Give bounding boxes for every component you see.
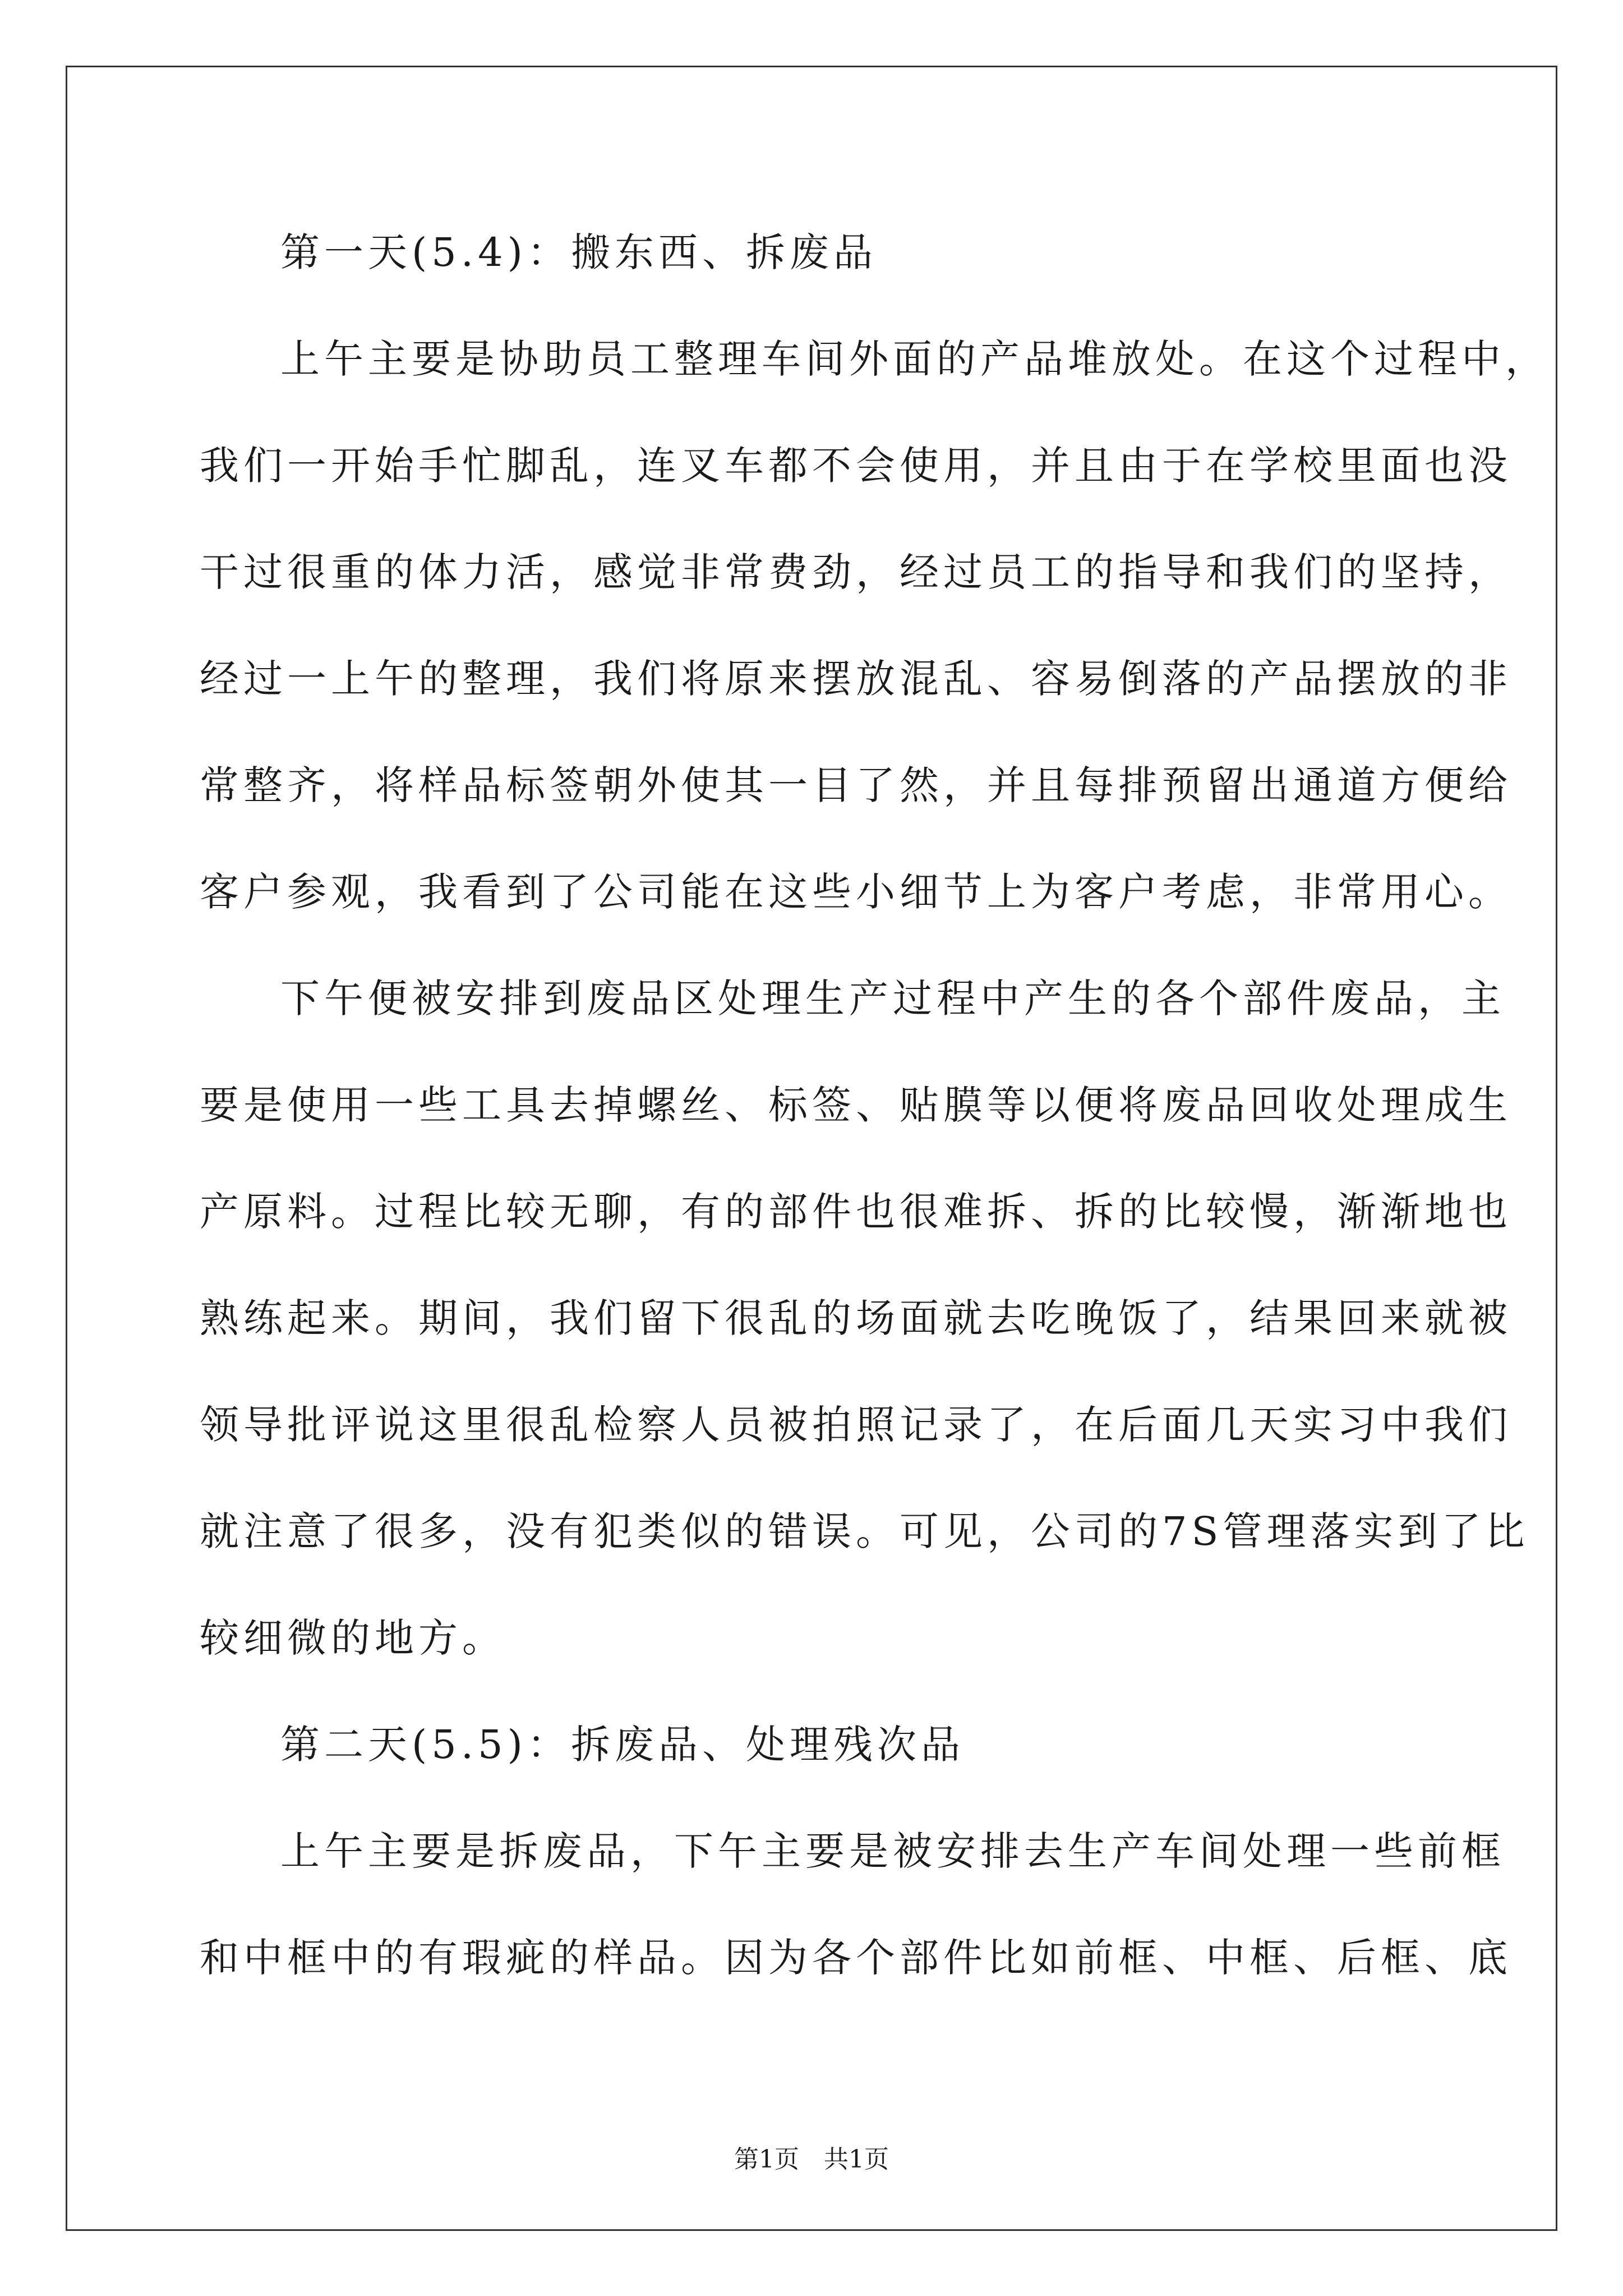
heading-day-one: 第一天(5.4)：搬东西、拆废品 xyxy=(280,229,877,275)
paragraph-line: 较细微的地方。 xyxy=(200,1615,506,1661)
paragraph-line: 经过一上午的整理，我们将原来摆放混乱、容易倒落的产品摆放的非 xyxy=(200,656,1512,702)
paragraph-line: 领导批评说这里很乱检察人员被拍照记录了，在后面几天实习中我们 xyxy=(200,1402,1512,1448)
heading-day-two: 第二天(5.5)：拆废品、处理残次品 xyxy=(280,1722,965,1768)
paragraph-line: 上午主要是协助员工整理车间外面的产品堆放处。在这个过程中， xyxy=(280,336,1549,382)
paragraph-line: 要是使用一些工具去掉螺丝、标签、贴膜等以便将废品回收处理成生 xyxy=(200,1082,1512,1128)
paragraph-line: 产原料。过程比较无聊，有的部件也很难拆、拆的比较慢，渐渐地也 xyxy=(200,1189,1512,1235)
paragraph-line: 下午便被安排到废品区处理生产过程中产生的各个部件废品，主 xyxy=(280,976,1505,1022)
page-number-footer: 第1页 共1页 xyxy=(734,2145,889,2174)
paragraph-line: 和中框中的有瑕疵的样品。因为各个部件比如前框、中框、后框、底 xyxy=(200,1935,1512,1981)
paragraph-line: 干过很重的体力活，感觉非常费劲，经过员工的指导和我们的坚持， xyxy=(200,549,1512,595)
paragraph-line: 熟练起来。期间，我们留下很乱的场面就去吃晚饭了，结果回来就被 xyxy=(200,1295,1512,1341)
paragraph-line: 我们一开始手忙脚乱，连叉车都不会使用，并且由于在学校里面也没 xyxy=(200,443,1512,489)
paragraph-line: 上午主要是拆废品，下午主要是被安排去生产车间处理一些前框 xyxy=(280,1828,1505,1874)
paragraph-line: 常整齐，将样品标签朝外使其一目了然，并且每排预留出通道方便给 xyxy=(200,762,1512,808)
paragraph-line: 客户参观，我看到了公司能在这些小细节上为客户考虑，非常用心。 xyxy=(200,869,1512,915)
paragraph-line: 就注意了很多，没有犯类似的错误。可见，公司的7S管理落实到了比 xyxy=(200,1508,1529,1554)
